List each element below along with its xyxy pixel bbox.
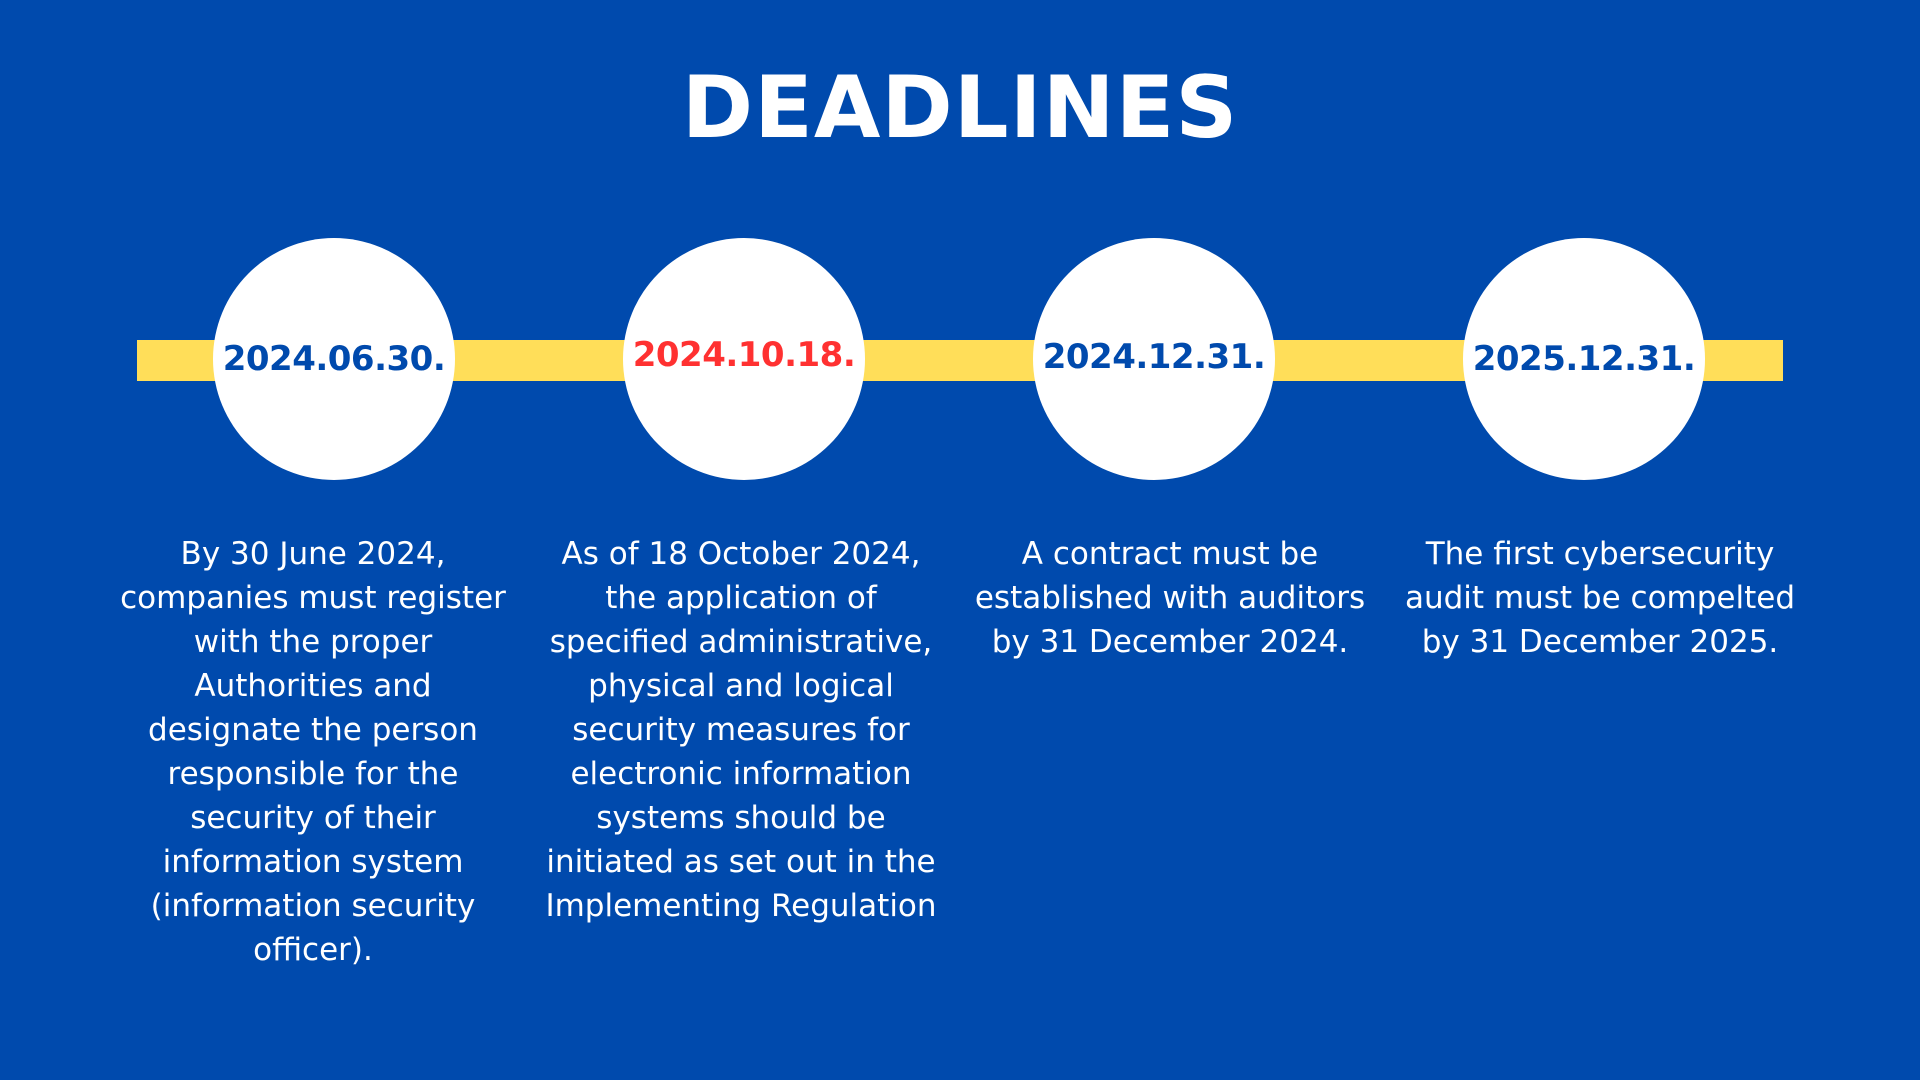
milestone-date-3: 2024.12.31.	[1042, 337, 1266, 377]
milestone-date-1: 2024.06.30.	[222, 339, 446, 379]
milestone-date-4: 2025.12.31.	[1472, 339, 1696, 379]
milestone-circle-1	[213, 238, 455, 480]
milestone-circle-3	[1033, 238, 1275, 480]
milestone-description-3: A contract must be established with auditors by 31 December 2024.	[974, 536, 1366, 660]
milestone-date-2: 2024.10.18.	[632, 335, 856, 375]
page-title: DEADLINES	[681, 58, 1239, 158]
milestone-circle-4	[1463, 238, 1705, 480]
milestone-description-4: The first cybersecurity audit must be compelted by 31 December 2025.	[1404, 536, 1796, 660]
milestone-circle-2	[623, 238, 865, 480]
milestone-description-1: By 30 June 2024, companies must register with the proper Authorities and designate the person responsible for the security of their information system (information security officer).	[120, 536, 506, 968]
milestone-description-2: As of 18 October 2024, the application of specified administrative, physical and logical security measures for electronic information systems should be initiated as set out in the Implementing Regulation	[545, 536, 937, 924]
